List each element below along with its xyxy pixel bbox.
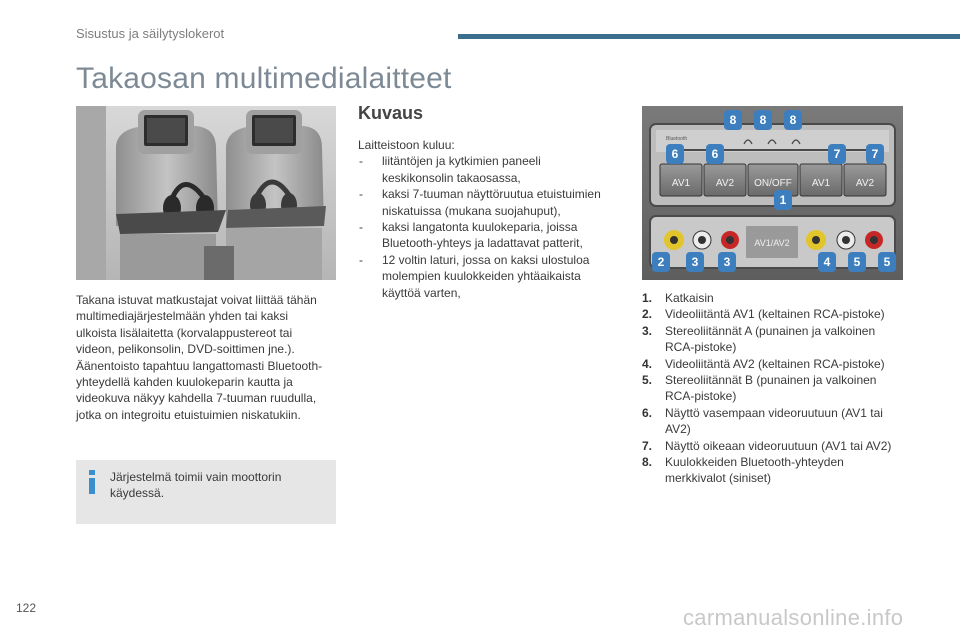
section-title: Kuvaus xyxy=(358,103,424,123)
info-icon xyxy=(85,469,99,495)
av1-av2-label: AV1/AV2 xyxy=(754,238,790,248)
legend-item: 1. Katkaisin xyxy=(642,291,714,305)
description-intro: Laitteistoon kuluu: xyxy=(358,138,455,152)
header-bar xyxy=(458,34,960,39)
rca-jack-yellow-right[interactable] xyxy=(806,230,826,250)
legend xyxy=(642,290,942,487)
list-item: - kaksi langatonta kuulokeparia, joissa Bluetooth-yhteys ja ladattavat patterit, xyxy=(359,220,583,251)
intro-line: Äänentoisto tapahtuu langattomasti Bluetooth- xyxy=(76,358,323,373)
info-line: Järjestelmä toimii vain moottorin xyxy=(110,470,282,484)
watermark[interactable]: carmanualsonline.info xyxy=(683,605,904,630)
rca-jack-red-right[interactable] xyxy=(865,231,883,249)
callout-2: 2 xyxy=(657,255,665,269)
intro-line: videon, pelikonsolin, DVD-soittimen jne.). xyxy=(76,342,295,357)
list-item: - kaksi 7-tuuman näyttöruutua etuistuimien niskatuissa (mukana suojahuput), xyxy=(359,187,601,218)
legend-item: 5. Stereoliitännät B (punainen ja valkoinen RCA-pistoke) xyxy=(642,373,877,404)
callout-7: 7 xyxy=(833,147,841,161)
legend-item: 7. Näyttö oikeaan videoruutuun (AV1 tai AV2) xyxy=(642,438,892,453)
on-off-button[interactable]: ON/OFF xyxy=(754,178,792,189)
intro-line: jotka on integroitu etuistuimien niskatukiin. xyxy=(76,407,301,422)
info-line: käydessä. xyxy=(110,486,165,501)
intro-line: multimediajärjestelmään yhden tai kaksi xyxy=(76,309,289,324)
page-title: Takaosan multimedialaitteet xyxy=(76,62,452,95)
list-item: - liitäntöjen ja kytkimien paneeli keskikonsolin takaosassa, xyxy=(359,154,541,185)
av2-left-button[interactable]: AV2 xyxy=(715,178,735,189)
callout-3: 3 xyxy=(723,255,731,269)
callout-1: 1 xyxy=(779,193,787,207)
intro-line: videokuva näkyy kahdella 7-tuuman ruudulla, xyxy=(76,391,317,406)
intro-line: Takana istuvat matkustajat voivat liittää tähän xyxy=(76,293,317,307)
callout-8: 8 xyxy=(759,113,767,127)
av1-left-button[interactable]: AV1 xyxy=(671,178,691,189)
seats-illustration xyxy=(76,106,336,280)
callout-3: 3 xyxy=(691,255,699,269)
callout-4: 4 xyxy=(823,255,831,269)
description-block xyxy=(358,137,618,301)
page-number: 122 xyxy=(16,601,37,615)
callout-8: 8 xyxy=(729,113,737,127)
av1-right-button[interactable]: AV1 xyxy=(811,178,831,189)
list-item: - 12 voltin laturi, jossa on kaksi ulostuloa molempien kuulokkeiden yhtäaikaista käyttöä varten, xyxy=(359,252,590,300)
callout-5: 5 xyxy=(883,255,891,269)
intro-line: ulkoista lisälaitetta (korvalappustereot tai xyxy=(76,325,293,340)
callout-6: 6 xyxy=(711,147,719,161)
rca-jack-white-left[interactable] xyxy=(693,231,711,249)
callout-6: 6 xyxy=(671,147,679,161)
intro-line: yhteydellä kahden kuulokeparin kautta ja xyxy=(76,375,293,390)
component-list xyxy=(358,153,618,301)
callout-7: 7 xyxy=(871,147,879,161)
info-text xyxy=(110,469,325,502)
legend-item: 4. Videoliitäntä AV2 (keltainen RCA-pistoke) xyxy=(642,356,885,371)
seats-photo xyxy=(76,106,336,280)
rca-jack-white-right[interactable] xyxy=(837,231,855,249)
intro-paragraph xyxy=(76,292,338,423)
callout-8: 8 xyxy=(789,113,797,127)
av2-right-button[interactable]: AV2 xyxy=(855,178,875,189)
control-panel-illustration xyxy=(642,106,903,280)
control-panel-photo xyxy=(642,106,903,280)
rca-jack-red-left[interactable] xyxy=(721,231,739,249)
legend-item: 8. Kuulokkeiden Bluetooth-yhteyden merkkivalot (siniset) xyxy=(642,455,844,486)
callout-5: 5 xyxy=(853,255,861,269)
legend-item: 3. Stereoliitännät A (punainen ja valkoinen RCA-pistoke) xyxy=(642,323,876,355)
bluetooth-label: Bluetooth xyxy=(666,136,688,142)
section-header: Sisustus ja säilytyslokerot xyxy=(76,26,225,41)
legend-list xyxy=(642,290,942,487)
rca-jack-yellow-left[interactable] xyxy=(664,230,684,250)
legend-item: 2. Videoliitäntä AV1 (keltainen RCA-pistoke) xyxy=(642,307,885,322)
legend-item: 6. Näyttö vasempaan videoruutuun (AV1 tai AV2) xyxy=(642,405,883,437)
